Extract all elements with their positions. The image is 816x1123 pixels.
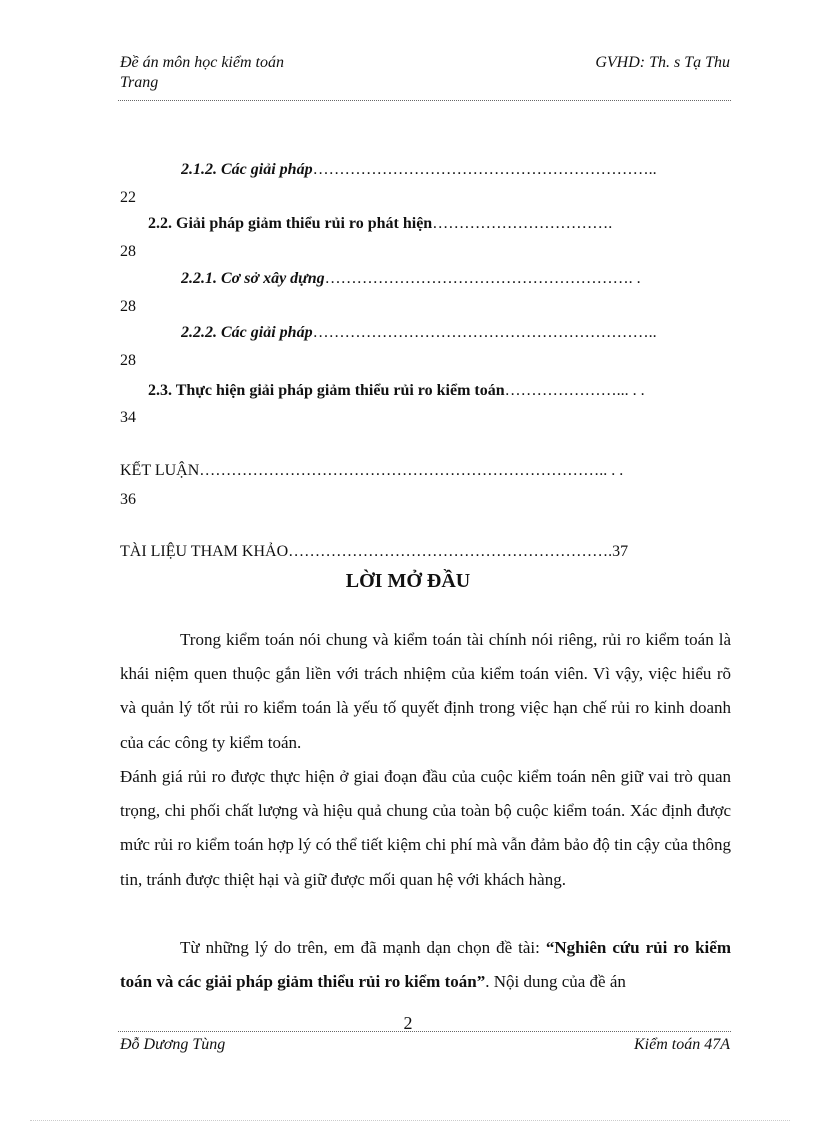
toc-entry-2-1-2 (181, 160, 733, 180)
toc-leader-dots: …………………………………………………. . (324, 270, 641, 287)
toc-leader-dots: …………………... . . (504, 382, 645, 399)
toc-page-number: 22 (120, 189, 136, 206)
toc-entry-label: 2.2.1. Cơ sở xây dựng (181, 270, 325, 287)
header-divider (118, 100, 731, 101)
toc-entry-2-2 (148, 214, 733, 234)
page-number: 2 (403, 1013, 413, 1033)
toc-page-number: 34 (120, 409, 136, 426)
toc-entry-label: TÀI LIỆU THAM KHẢO (120, 543, 289, 560)
footer-author: Đỗ Dương Tùng (120, 1036, 226, 1053)
intro-paragraph-1: Trong kiểm toán nói chung và kiểm toán tài chính nói riêng, rủi ro kiểm toán là khái niệm quen thuộc gắn liền với trách nhiệm của kiểm toán viên. Vì vậy, việc hiểu rõ và quản lý tốt rủi ro kiểm toán là yếu tố quyết định trong việc hạn chế rủi ro kinh doanh của các công ty kiểm toán. (120, 630, 731, 752)
header-course-title: Đề án môn học kiểm toán (120, 54, 284, 71)
toc-entry-label: 2.3. Thực hiện giải pháp giảm thiểu rủi ro kiểm toán (148, 382, 505, 399)
toc-page-number: 28 (120, 352, 136, 369)
toc-leader-dots: ……………………………………………………….. (312, 324, 657, 341)
footer-class: Kiểm toán 47A (634, 1036, 730, 1053)
page-bottom-edge (30, 1120, 790, 1121)
toc-leader-dots: ………………………………………………………………….. . . (199, 462, 624, 479)
toc-entry-label: 2.2.2. Các giải pháp (181, 324, 313, 341)
intro-paragraph-3 (120, 931, 731, 999)
section-title: LỜI MỞ ĐẦU (345, 570, 471, 592)
paragraph-text: . Nội dung của đề án (485, 972, 626, 992)
toc-entry-2-2-2 (181, 323, 733, 343)
paragraph-text: Từ những lý do trên, em đã mạnh dạn chọn đề tài: (180, 938, 546, 957)
header-supervisor: GVHD: Th. s Tạ Thu (595, 54, 730, 71)
toc-entry-label: 2.2. Giải pháp giảm thiểu rủi ro phát hiện (148, 215, 433, 232)
toc-entry-label: 2.1.2. Các giải pháp (181, 161, 313, 178)
toc-leader-dots: ……………………………………………………….. (312, 161, 657, 178)
toc-entry-2-3 (148, 381, 733, 401)
toc-entry-label: KẾT LUẬN (120, 462, 200, 479)
toc-page-number: 37 (612, 543, 629, 560)
toc-leader-dots: ……………………………. (432, 215, 613, 232)
header-left (120, 53, 284, 93)
toc-page-number: 28 (120, 298, 136, 315)
toc-page-number: 28 (120, 243, 136, 260)
thesis-topic: “Nghiên cứu rủi ro kiểm toán và các giải pháp giảm thiểu rủi ro kiểm toán” (120, 938, 731, 992)
toc-entry-tai-lieu (120, 542, 733, 562)
header-trang-label: Trang (120, 74, 159, 91)
toc-entry-2-2-1 (181, 269, 733, 289)
toc-leader-dots: ……………………………………………………. (288, 543, 613, 560)
intro-paragraph-2: Đánh giá rủi ro được thực hiện ở giai đoạn đầu của cuộc kiểm toán nên giữ vai trò quan trọng, chi phối chất lượng và hiệu quả chung của toàn bộ cuộc kiểm toán. Xác định được mức rủi ro kiểm toán hợp lý có thể tiết kiệm chi phí mà vẫn đảm bảo độ tin cậy của thông tin, tránh được thiệt hại và giữ được mối quan hệ với khách hàng. (120, 767, 731, 889)
toc-page-number: 36 (120, 491, 136, 508)
toc-entry-ket-luan (120, 461, 733, 481)
footer-divider (118, 1031, 731, 1032)
